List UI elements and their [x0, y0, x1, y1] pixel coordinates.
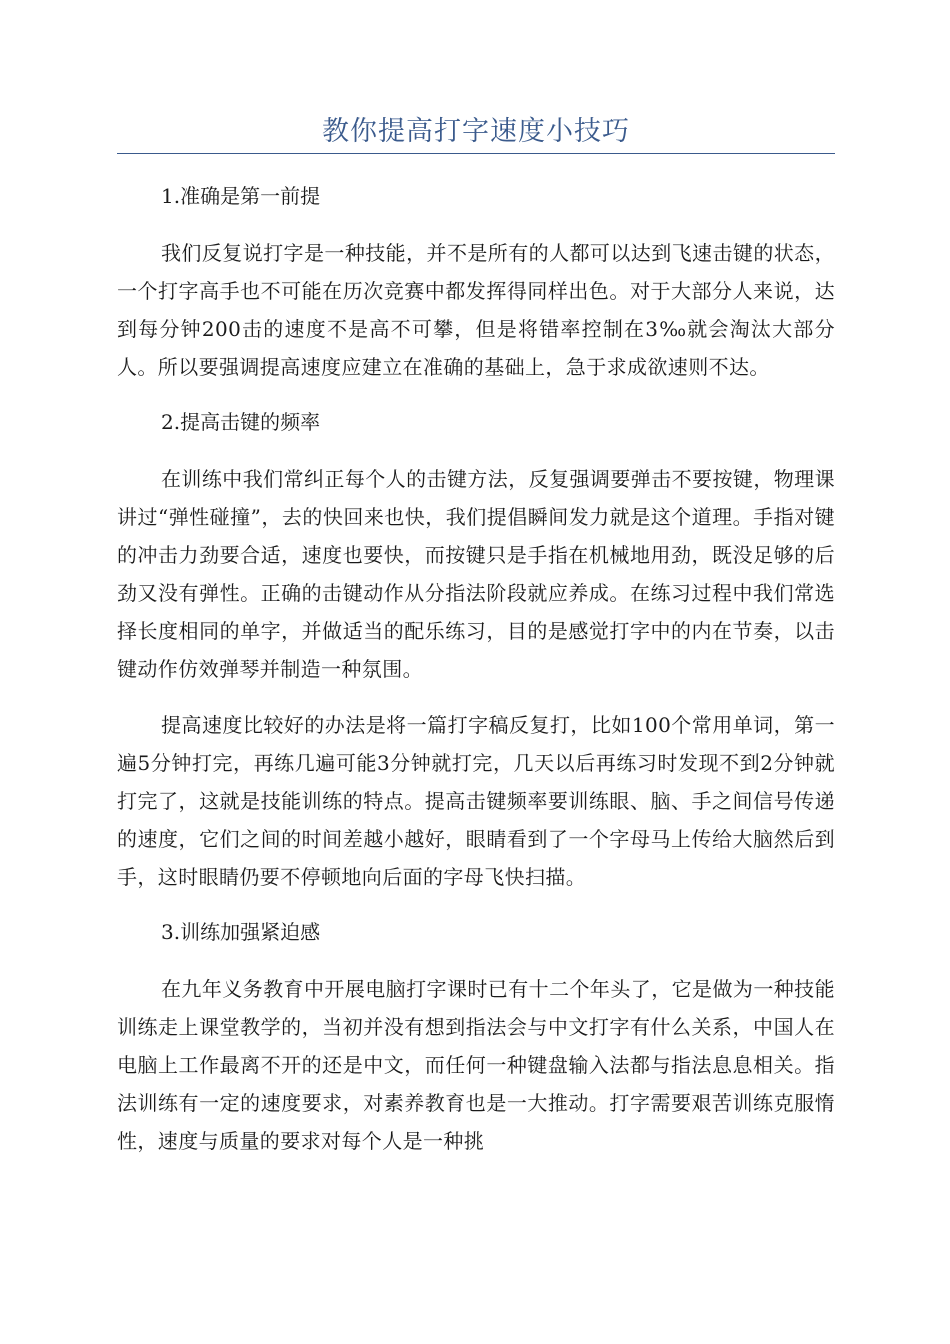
section-2-paragraph-2: 提高速度比较好的办法是将一篇打字稿反复打，比如100个常用单词，第一遍5分钟打完，再练几遍可能3分钟就打完，几天以后再练习时发现不到2分钟就打完了，这就是技能训练的特点。提高击键频率要训练眼、脑、手之间信号传递的速度，它们之间的时间差越小越好，眼睛看到了一个字母马上传给大脑然后到手，这时眼睛仍要不停顿地向后面的字母飞快扫描。: [117, 713, 835, 889]
title-underline: [117, 153, 835, 154]
section-heading-3: 3.训练加强紧迫感: [161, 920, 321, 944]
section-2-paragraph-1: 在训练中我们常纠正每个人的击键方法，反复强调要弹击不要按键，物理课讲过“弹性碰撞”，去的快回来也快，我们提倡瞬间发力就是这个道理。手指对键的冲击力劲要合适，速度也要快，而按键只是手指在机械地用劲，既没足够的后劲又没有弹性。正确的击键动作从分指法阶段就应养成。在练习过程中我们常选择长度相同的单字，并做适当的配乐练习，目的是感觉打字中的内在节奏，以击键动作仿效弹琴并制造一种氛围。: [117, 467, 835, 681]
section-3-paragraph-1: 在九年义务教育中开展电脑打字课时已有十二个年头了，它是做为一种技能训练走上课堂教学的，当初并没有想到指法会与中文打字有什么关系，中国人在电脑上工作最离不开的还是中文，而任何一种键盘输入法都与指法息息相关。指法训练有一定的速度要求，对素养教育也是一大推动。打字需要艰苦训练克服惰性，速度与质量的要求对每个人是一种挑: [117, 977, 835, 1153]
document-title: 教你提高打字速度小技巧: [322, 116, 630, 147]
section-heading-1: 1.准确是第一前提: [161, 184, 321, 208]
section-1-paragraph-1: 我们反复说打字是一种技能，并不是所有的人都可以达到飞速击键的状态，一个打字高手也不可能在历次竞赛中都发挥得同样出色。对于大部分人来说，达到每分钟200击的速度不是高不可攀，但是将错率控制在3‰就会淘汰大部分人。所以要强调提高速度应建立在准确的基础上，急于求成欲速则不达。: [117, 241, 835, 379]
section-heading-2: 2.提高击键的频率: [161, 410, 321, 434]
document-body: [117, 178, 835, 1160]
